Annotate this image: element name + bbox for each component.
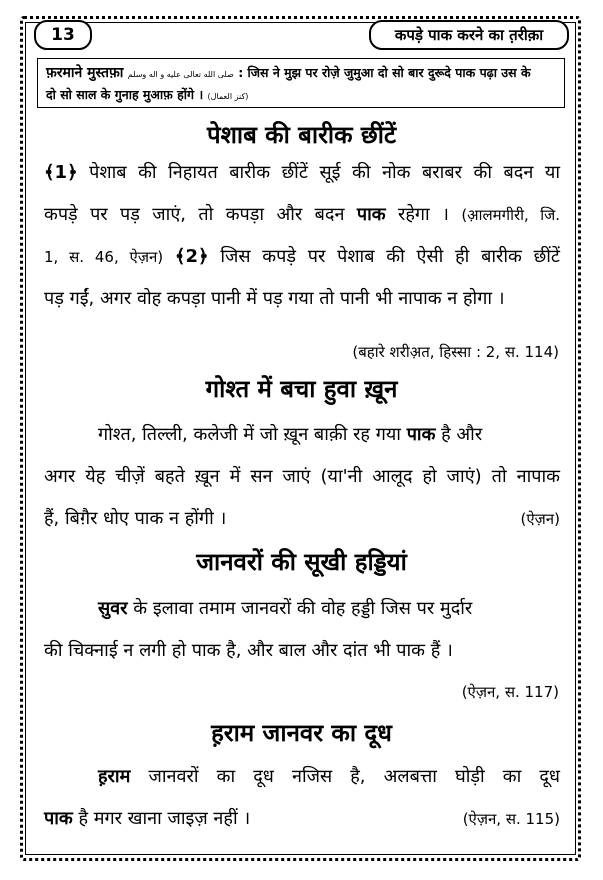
body-text: की चिक्नाई न लगी हो पाक है, और बाल और दांत भी पाक हैं । (44, 640, 453, 661)
body-line (44, 456, 560, 498)
body-text: रहेगा । (397, 204, 449, 225)
section-reference: (बहारे शरीअ़त, हिस्सा : 2, स. 114) (352, 343, 559, 361)
hadith-text-1: : जिस ने मुझ पर रोज़े जुमुआ दो सो बार दुरूदे पाक पढ़ा उस के (238, 65, 531, 80)
hadith-line-1 (46, 63, 556, 85)
body-line (44, 630, 560, 672)
body-line (44, 756, 560, 798)
item-number: ﴾2﴿ (174, 246, 209, 267)
section-heading-urine-droplets: पेशाब की बारीक छींटें (206, 121, 397, 149)
body-line (44, 588, 560, 630)
bold-term: ह़राम (98, 766, 131, 787)
body-text: कपड़े पर पड़ जाएं, तो कपड़ा और बदन (44, 204, 345, 225)
body-text: है और (441, 424, 483, 445)
section-reference: (ऐज़न, स. 117) (461, 683, 559, 701)
bold-term: पाक (356, 204, 386, 225)
section-heading-leftover-blood: गोश्त में बचा हुवा ख़ून (205, 375, 398, 403)
body-text: जिस कपड़े पर पेशाब की ऐसी ही बारीक छींटें (220, 246, 560, 267)
hadith-text-2: दो सो साल के गुनाह मुआफ़ होंगे । (46, 87, 204, 102)
body-line (44, 236, 560, 278)
bold-term: पाक (44, 808, 73, 829)
body-text: है मगर खाना जाइज़ नहीं । (78, 808, 251, 829)
body-text: जानवरों का दूध नजिस है, अलबत्ता घोड़ी का दूध (148, 766, 560, 787)
inline-reference: 1, स. 46, ऐज़न) (44, 248, 164, 266)
item-number: ﴾1﴿ (44, 162, 78, 183)
inline-reference: (ऐज़न, स. 115) (462, 810, 560, 828)
hadith-salutation: صلى الله تعالى عليه و اله وسلم (127, 70, 234, 79)
section-body-leftover-blood (44, 414, 560, 540)
body-line (44, 414, 560, 456)
section-heading-dry-bones: जानवरों की सूखी हड्डियां (196, 548, 407, 576)
body-line (44, 278, 560, 320)
section-body-dry-bones (44, 588, 560, 672)
section-body-urine-droplets (44, 152, 560, 320)
body-text: गोश्त, तिल्ली, कलेजी में जो ख़ून बाक़ी रह गया (98, 424, 401, 445)
inline-reference: (आ़लमगीरी, जि. (461, 206, 560, 224)
hadith-reference: (كنز العمال) (207, 92, 249, 101)
hadith-line-2 (46, 85, 556, 107)
page-number: 13 (34, 20, 92, 50)
body-line (44, 194, 560, 236)
body-text: पड़ गईं, अगर वोह कपड़ा पानी में पड़ गया तो पानी भी नापाक न होगा । (44, 288, 505, 309)
hadith-box (37, 58, 565, 108)
section-heading-haram-milk: ह़राम जानवर का दूध (211, 719, 392, 747)
body-line (44, 152, 560, 194)
hadith-label: फ़रमाने मुस्तफ़ा (46, 65, 124, 81)
inline-reference: (ऐज़न) (520, 510, 560, 528)
body-text: अगर येह चीज़ें बहते ख़ून में सन जाएं (या'नी आलूद हो जाएं) तो नापाक (44, 466, 560, 487)
bold-term: सुवर (98, 598, 128, 619)
body-line (44, 498, 560, 540)
body-text: पेशाब की निहायत बारीक छींटें सूई की नोक बराबर की बदन या (89, 162, 560, 183)
body-line (44, 798, 560, 840)
bold-term: पाक (406, 424, 436, 445)
body-text: हैं, बिग़ैर धोए पाक न होंगी । (44, 508, 227, 529)
section-body-haram-milk (44, 756, 560, 840)
body-text: के इलावा तमाम जानवरों की वोह हड्डी जिस पर मुर्दार (133, 598, 473, 619)
running-title: कपड़े पाक करने का त़रीक़ा (369, 20, 569, 50)
